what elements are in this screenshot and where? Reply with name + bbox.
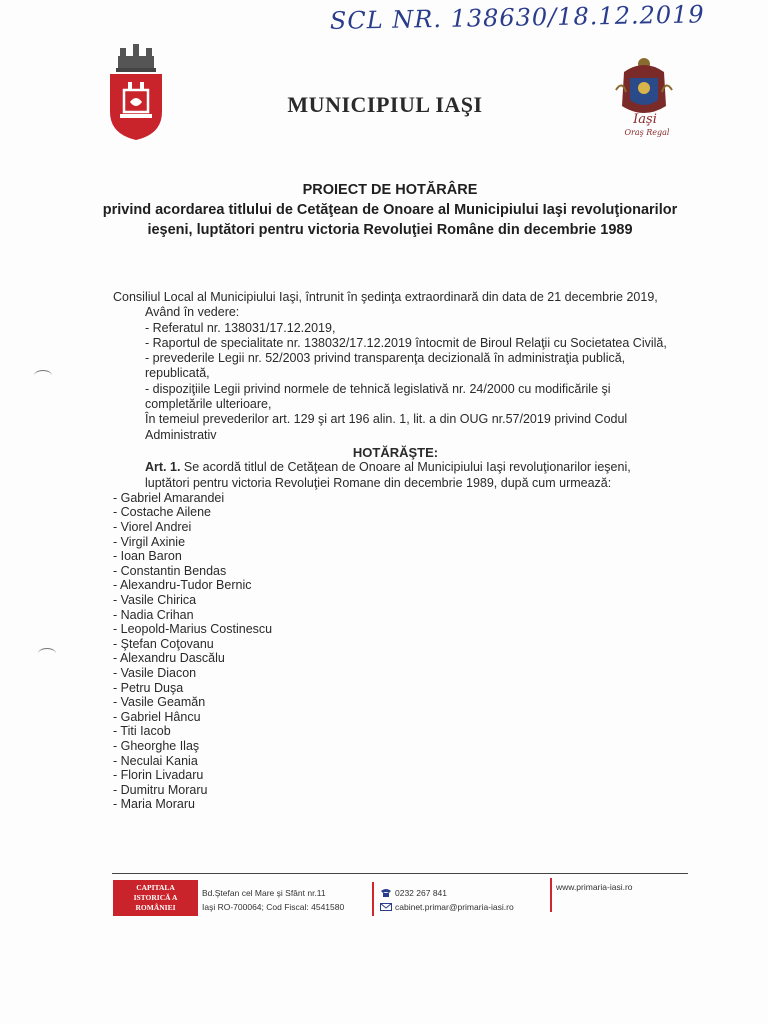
- list-item: - Vasile Chirica: [113, 593, 197, 608]
- heading-line1: PROIECT DE HOTĂRÂRE: [302, 182, 478, 198]
- list-item: - Viorel Andrei: [113, 520, 192, 535]
- decides-heading: HOTĂRĂŞTE:: [352, 444, 439, 460]
- badge-line: ISTORICĂ A: [133, 893, 178, 902]
- footer-address: [202, 886, 372, 914]
- considering-item: - Referatul nr. 138031/17.12.2019,: [145, 320, 336, 335]
- list-item: - Vasile Diacon: [113, 665, 197, 680]
- considering-item: - Raportul de specialitate nr. 138032/17.12.2019 întocmit de Biroul Relaţii cu Societatea Civilă,: [145, 335, 667, 350]
- punch-mark: [38, 648, 56, 659]
- list-item: - Gabriel Hâncu: [113, 709, 201, 724]
- footer-contact: [380, 886, 550, 914]
- list-item: - Titi Iacob: [113, 724, 171, 739]
- address-line: Bd.Ştefan cel Mare şi Sfânt nr.11: [202, 888, 326, 898]
- list-item: - Gabriel Amarandei: [113, 490, 225, 505]
- list-item: - Florin Livadaru: [113, 768, 204, 783]
- considering-item: - dispoziţiile Legii privind normele de tehnică legislativă nr. 24/2000 cu modificările şi completările ulterioare,: [145, 381, 611, 412]
- list-item: - Ioan Baron: [113, 549, 182, 564]
- badge-line: CAPITALA: [136, 883, 175, 892]
- list-item: - Leopold-Marius Costinescu: [113, 622, 273, 637]
- list-item: - Constantin Bendas: [113, 563, 227, 578]
- punch-mark: [34, 370, 52, 381]
- email-icon: [380, 902, 392, 912]
- badge-line: ROMÂNIEI: [135, 903, 176, 912]
- footer-separator: [550, 878, 552, 912]
- list-item: - Petru Duşa: [113, 680, 184, 695]
- intro-paragraph: Consiliul Local al Municipiului Iaşi, întrunit în şedinţa extraordinară din data de 21 decembrie 2019,: [113, 290, 658, 304]
- list-item: - Ştefan Coţovanu: [113, 636, 214, 651]
- right-logo-label: Iaşi: [633, 112, 657, 127]
- list-item: - Alexandru Dascălu: [113, 651, 225, 666]
- list-item: - Costache Ailene: [113, 505, 211, 520]
- list-item: - Nadia Crihan: [113, 607, 194, 622]
- list-item: - Vasile Geamăn: [113, 695, 206, 710]
- capitala-istorica-badge: [113, 880, 198, 916]
- email-address[interactable]: cabinet.primar@primaria-iasi.ro: [395, 902, 514, 912]
- document-heading: [100, 180, 680, 240]
- considering-item: - prevederile Legii nr. 52/2003 privind transparenţa decizională în administraţia publică, republicată,: [145, 351, 626, 381]
- list-item: - Alexandru-Tudor Bernic: [113, 578, 252, 593]
- iasi-coat-of-arms-icon: [106, 42, 166, 142]
- footer-divider: [112, 873, 688, 874]
- list-item: - Neculai Kania: [113, 753, 198, 768]
- page-title: MUNICIPIUL IAŞI: [287, 92, 483, 117]
- list-item: - Gheorghe Ilaş: [113, 738, 200, 753]
- list-item: - Dumitru Moraru: [113, 782, 208, 797]
- phone-icon: [380, 888, 392, 898]
- handwritten-registration-number: SCL NR. 138630/18.12.2019: [329, 0, 705, 35]
- website-link[interactable]: www.primaria-iasi.ro: [556, 882, 633, 892]
- footer-separator: [372, 882, 374, 916]
- article-1-label: Art. 1.: [145, 460, 181, 475]
- document-body: [113, 290, 678, 812]
- heading-line2: privind acordarea titlului de Cetăţean de Onoare al Municipiului Iaşi revoluţionarilor ieşeni, luptători pentru victoria Revoluţiei Române din decembrie 1989: [102, 202, 678, 238]
- list-item: - Virgil Axinie: [113, 534, 186, 549]
- considering-label: Având în vedere:: [145, 305, 240, 320]
- list-item: - Maria Moraru: [113, 797, 195, 812]
- phone-number: 0232 267 841: [395, 888, 447, 898]
- right-logo-subtitle: Oraş Regal: [624, 128, 670, 137]
- article-1-text: Se acordă titlul de Cetăţean de Onoare al Municipiului Iaşi revoluţionarilor ieşeni, luptători pentru victoria Revoluţiei Romane din decembrie 1989, după cum urmează:: [145, 460, 631, 490]
- address-line: Iaşi RO-700064; Cod Fiscal: 4541580: [202, 902, 345, 912]
- legal-basis-paragraph: În temeiul prevederilor art. 129 şi art 196 alin. 1, lit. a din OUG nr.57/2019 privind Codul Administrativ: [145, 412, 628, 442]
- honorees-list: [113, 491, 678, 812]
